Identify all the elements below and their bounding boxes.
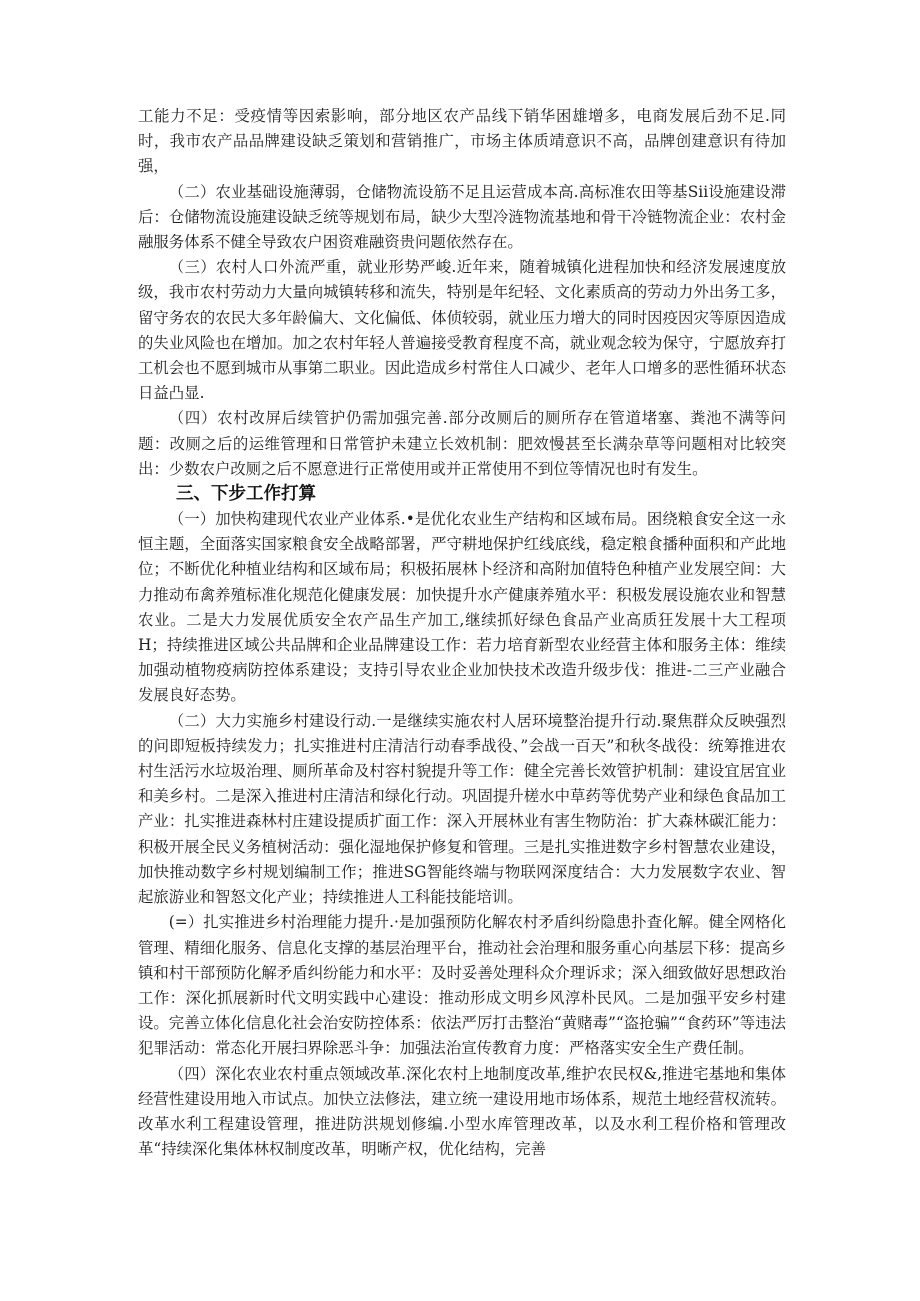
section-heading-next-steps: 三、下步工作打算: [176, 484, 316, 505]
paragraph-infrastructure: （二）农业基础设施薄弱，仓储物流设筋不足且运营成本高.高标准农田等基Sii设施建设滞后：仓储物流设施建设缺乏统等规划布局，缺少大型冷涟物流基地和骨干冷链物流企业：农村金融服务体系不健全导致农户困资难融资贵问题依然存在。: [138, 182, 786, 252]
paragraph-reform: （四）深化农业农村重点领域改革.深化农村上地制度改革,维护农民权&,推进宅基地和集体经营性建设用地入市试点。加快立法修法，建立统一建设用地市场体系，规范土地经营权流转。改革水利工程建设管理，推进防洪规划修编.小型水库管理改革，以及水利工程价格和管理改革“持续深化集体林权制度改革，明晰产权，优化结构，完善: [138, 1064, 786, 1159]
paragraph-rural-governance: (=）扎实推进乡村治理能力提升.·是加强预防化解农村矛盾纠纷隐患扑査化解。健全网格化管理、精细化服务、信息化支撑的基层治理平台，推动社会治理和服务重心向基层下移：提高乡镇和村干部预防化解矛盾纠纷能力和水平：及时妥善处理科众介理诉求；深入细致做好思想政治工作：深化抓展新时代文明实践中心建设：推动形成文明乡风淳朴民风。二是加强平安乡村建设。完善立体化信息化社会治安防控体系：依法严厉打击整治“黄赌毒”“盗抢骗”“食药环”等违法犯罪活动：常态化开展扫界除恶斗争：加强法治宣传教育力度：严格落实安全生产费任制。: [138, 913, 786, 1058]
document-page: [138, 104, 786, 1162]
paragraph-promotion-weakness: 工能力不足：受疫情等因索影响，部分地区农产品线下销华困雄增多，电商发展后劲不足.同时，我市农产品品牌建设缺乏策划和营销推广，市场主体质靖意识不高，品牌创建意识有待加强，: [138, 107, 786, 176]
paragraph-rural-construction: （二）大力实施乡村建设行动.一是继续实施农村人居环境整治提升行动.聚焦群众反映强烈的问即短板持续发力；扎实推进村庄清洁行动春季战役、”会战一百天”和秋冬战役：统筹推进农村生活污水垃圾治理、厕所革命及村容村貌提升等工作：健全完善长效管护机制：建设宜居宜业和美乡村。二是深入推进村庄清洁和绿化行动。巩固提升槎水中草药等优势产业和绿色食品加工产业：扎实推进森林村庄建设提质扩面工作：深入开展林业有害生物防治：扩大森林碳汇能力：积极开展全民义务植树活动：强化湿地保护修复和管理。三是扎实推进数字乡村智慧农业建设，加快推动数字乡村规划编制工作；推进SG智能终端与物联网深度结合：大力发展数字农业、智起旅游业和智怒文化产业；持续推进人工科能技能培训。: [138, 711, 786, 907]
paragraph-population-outflow: （三）农村人口外流严重，就业形势严峻.近年来，随着城镇化进程加快和经济发展速度放级，我市农村劳动力大量向城镇转移和流失，特别是年纪轻、文化素质高的劳动力外出务工多，留守务农的农民大多年龄偏大、文化偏低、体侦较弱，就业压力增大的同时因疫因灾等原因造成的失业风险也在增加。加之农村年轻人普遍接受教育程度不高，就业观念较为保守，宁愿放弃打工机会也不愿到城市从事第二职业。因此造成乡村常住人口减少、老年人口增多的恶性循环状态日益凸显.: [138, 258, 786, 403]
paragraph-modern-agriculture: （一）加快构建现代农业产业体系.•是优化农业生产结构和区域布局。困绕粮食安全这一永恒主题，全面落实国家粮食安全战略部署，严守耕地保护红线底线，稳定粮食播种面积和产此地位；不断优化种植业结构和区域布局；积极拓展林卜经济和高附加值特色种植产业发展空间：大力推动布禽养殖标准化规范化健康发展：加快提升水产健康养殖水平：积极发展设施农业和智慧农业。二是大力发展优质安全农产品生产加工,继续抓好绿色食品产业高质狂发展十大工程项H；持续推进区域公共品牌和企业品牌建设工作：若力培育新型农业经营主体和服务主体：维续加强动植物疫病防控体系建设；支持引导农业企业加快技术改造升级步伐：推进-二三产业融合发展良好态势。: [138, 510, 786, 705]
paragraph-toilet-maintenance: （四）农村改屏后续管护仍需加强完善.部分改厕后的厕所存在管道堵塞、粪池不满等问题：改厕之后的运维管理和日常管护未建立长效机制：肥效慢甚至长满杂草等问题相对比较突出：少数农户改厕之后不愿意进行正常使用或并正常使用不到位等情况也时有发生。: [138, 409, 786, 478]
